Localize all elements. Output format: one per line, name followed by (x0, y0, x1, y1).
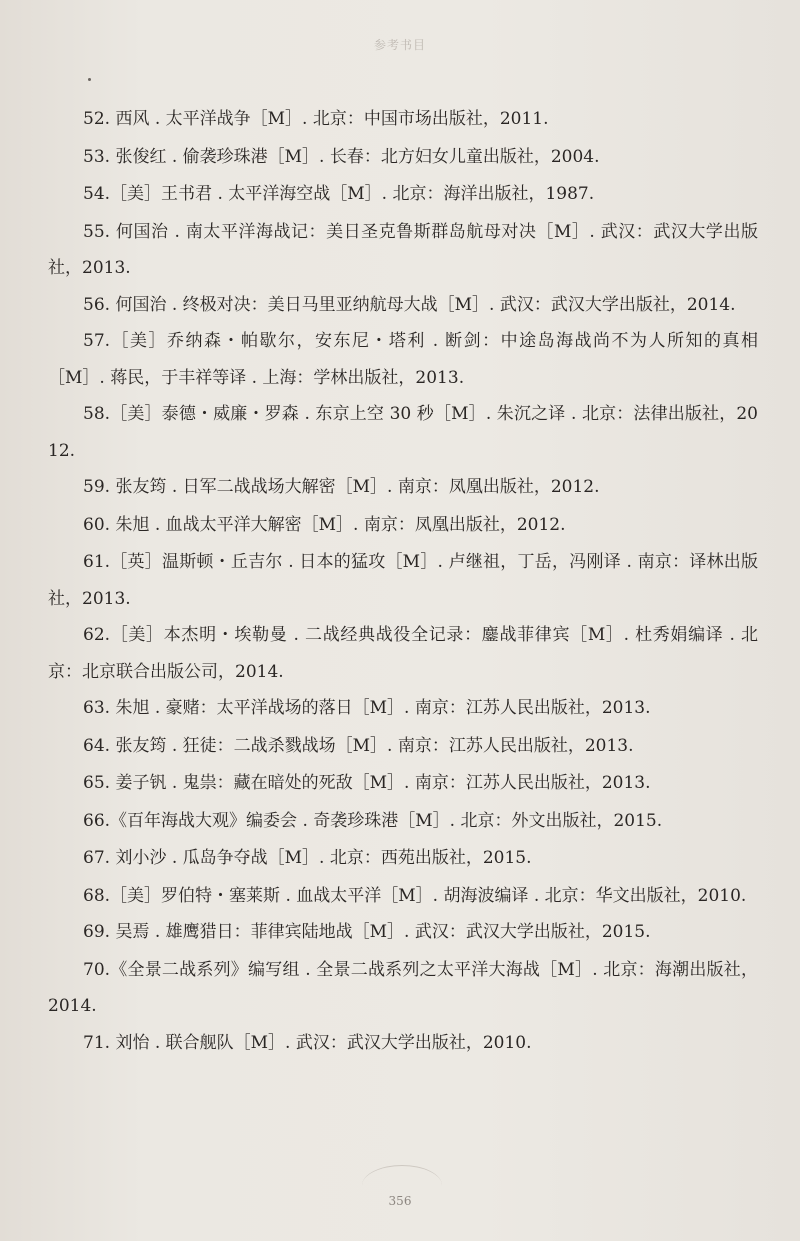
reference-item-70: 70.《全景二战系列》编写组 . 全景二战系列之太平洋大海战［M］. 北京：海潮出版社，2014. (48, 959, 758, 1016)
reference-item-63: 63. 朱旭 . 豪赌：太平洋战场的落日［M］. 南京：江苏人民出版社，2013. (83, 698, 651, 718)
reference-item-58: 58.［美］泰德・威廉・罗森 . 东京上空 30 秒［M］. 朱沉之译 . 北京：法律出版社，2012. (48, 404, 758, 461)
reference-item-65: 65. 姜子钒 . 鬼祟：藏在暗处的死敌［M］. 南京：江苏人民出版社，2013. (83, 773, 651, 793)
reference-item-61: 61.［英］温斯顿・丘吉尔 . 日本的猛攻［M］. 卢继祖，丁岳，冯刚译 . 南京：译林出版社，2013. (48, 552, 758, 609)
reference-item-56: 56. 何国治 . 终极对决：美日马里亚纳航母大战［M］. 武汉：武汉大学出版社，2014. (83, 294, 736, 315)
reference-item-59: 59. 张友筠 . 日军二战战场大解密［M］. 南京：凤凰出版社，2012. (83, 477, 600, 497)
page-number: 356 (388, 1194, 412, 1208)
running-head: 参考书目 (373, 38, 426, 52)
reference-item-71: 71. 刘怡 . 联合舰队［M］. 武汉：武汉大学出版社，2010. (83, 1032, 532, 1053)
reference-item-66: 66.《百年海战大观》编委会 . 奇袭珍珠港［M］. 北京：外文出版社，2015. (83, 810, 663, 831)
reference-item-69: 69. 吴焉 . 雄鹰猎日：菲律宾陆地战［M］. 武汉：武汉大学出版社，2015. (83, 922, 651, 942)
reference-item-57: 57.［美］乔纳森・帕歇尔，安东尼・塔利 . 断剑：中途岛海战尚不为人所知的真相［M］. 蒋民，于丰祥等译 . 上海：学林出版社，2013. (48, 331, 758, 388)
reference-item-52: 52. 西风 . 太平洋战争［M］. 北京：中国市场出版社，2011. (83, 109, 549, 129)
reference-item-53: 53. 张俊红 . 偷袭珍珠港［M］. 长春：北方妇女儿童出版社，2004. (83, 146, 600, 167)
reference-item-62: 62.［美］本杰明・埃勒曼 . 二战经典战役全记录：鏖战菲律宾［M］. 杜秀娟编译 . 北京：北京联合出版公司，2014. (48, 625, 758, 682)
reference-item-54: 54.［美］王书君 . 太平洋海空战［M］. 北京：海洋出版社，1987. (83, 184, 595, 204)
reference-item-67: 67. 刘小沙 . 瓜岛争夺战［M］. 北京：西苑出版社，2015. (83, 848, 532, 868)
stray-mark (88, 78, 91, 81)
reference-item-68: 68.［美］罗伯特・塞莱斯 . 血战太平洋［M］. 胡海波编译 . 北京：华文出版社，2010. (83, 885, 747, 906)
reference-item-64: 64. 张友筠 . 狂徒：二战杀戮战场［M］. 南京：江苏人民出版社，2013. (83, 735, 634, 756)
reference-item-55: 55. 何国治 . 南太平洋海战记：美日圣克鲁斯群岛航母对决［M］. 武汉：武汉大学出版社，2013. (48, 221, 758, 278)
reference-item-60: 60. 朱旭 . 血战太平洋大解密［M］. 南京：凤凰出版社，2012. (83, 514, 566, 535)
reference-list (48, 101, 758, 1062)
